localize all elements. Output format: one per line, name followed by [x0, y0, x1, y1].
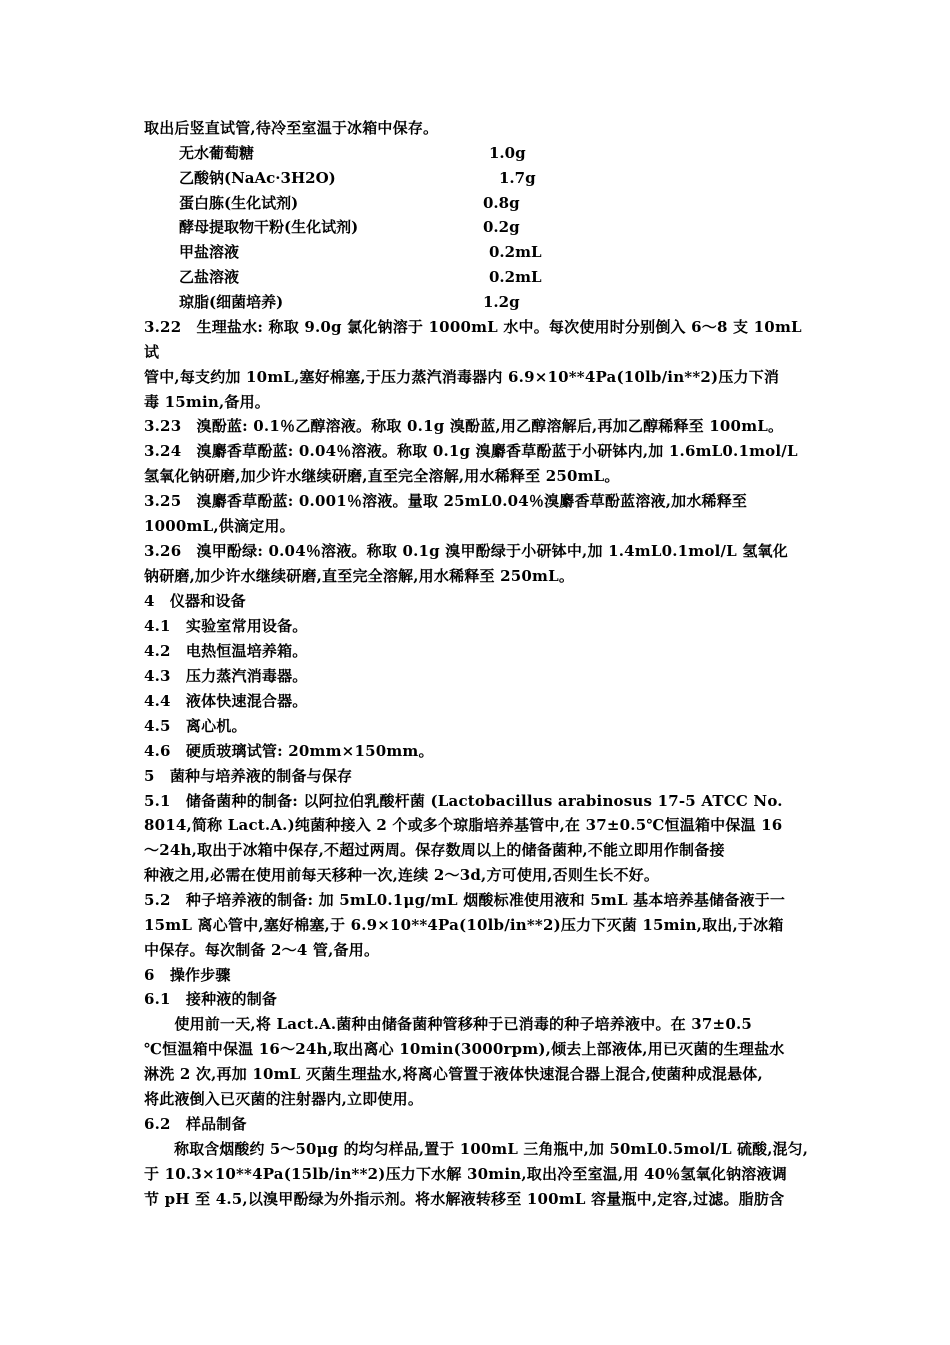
recipe-item-name: 无水葡萄糖: [179, 144, 255, 162]
text-line: 3.22 生理盐水: 称取 9.0g 氯化钠溶于 1000mL 水中。每次使用时分别倒入 6～8 支 10mL: [144, 318, 802, 336]
recipe-item-amount: 0.2g: [483, 218, 520, 236]
text-line: 8014,简称 Lact.A.)纯菌种接入 2 个或多个琼脂培养基管中,在 37±0.5℃恒温箱中保温 16: [144, 816, 783, 834]
text-line: 3.25 溴麝香草酚蓝: 0.001％溶液。量取 25mL0.04％溴麝香草酚蓝溶液,加水稀释至: [144, 492, 748, 510]
text-line: 使用前一天,将 Lact.A.菌种由储备菌种管移种于已消毒的种子培养液中。在 37±0.5: [144, 1015, 753, 1033]
text-line: 5.2 种子培养液的制备: 加 5mL0.1μg/mL 烟酸标准使用液和 5mL 基本培养基储备液于一: [144, 891, 786, 909]
text-line: 钠研磨,加少许水继续研磨,直至完全溶解,用水稀释至 250mL。: [144, 567, 575, 585]
text-line: 淋洗 2 次,再加 10mL 灭菌生理盐水,将离心管置于液体快速混合器上混合,使菌种成混悬体,: [144, 1065, 763, 1083]
text-line: 种液之用,必需在使用前每天移种一次,连续 2～3d,方可使用,否则生长不好。: [144, 866, 660, 884]
text-line: 3.23 溴酚蓝: 0.1％乙醇溶液。称取 0.1g 溴酚蓝,用乙醇溶解后,再加乙醇稀释至 100mL。: [144, 417, 784, 435]
text-line: ℃恒温箱中保温 16～24h,取出离心 10min(3000rpm),倾去上部液体,用已灭菌的生理盐水: [144, 1040, 785, 1058]
text-line: 15mL 离心管中,塞好棉塞,于 6.9×10**4Pa(10lb/in**2)压力下灭菌 15min,取出,于冰箱: [144, 916, 784, 934]
text-line: 4.1 实验室常用设备。: [144, 617, 308, 635]
section-heading: 5 菌种与培养液的制备与保存: [144, 767, 353, 785]
recipe-item-amount: 0.8g: [483, 194, 520, 212]
text-line: 4.4 液体快速混合器。: [144, 692, 308, 710]
recipe-item-amount: 0.2mL: [489, 243, 542, 261]
recipe-item-amount: 1.2g: [483, 293, 520, 311]
text-line: 3.26 溴甲酚绿: 0.04％溶液。称取 0.1g 溴甲酚绿于小研钵中,加 1.4mL0.1mol/L 氢氧化: [144, 542, 788, 560]
recipe-item-amount: 1.7g: [499, 169, 536, 187]
text-line: 称取含烟酸约 5～50μg 的均匀样品,置于 100mL 三角瓶中,加 50mL0.5mol/L 硫酸,混匀,: [144, 1140, 809, 1158]
recipe-item-amount: 1.0g: [489, 144, 526, 162]
text-line: 4.3 压力蒸汽消毒器。: [144, 667, 308, 685]
text-line: 管中,每支约加 10mL,塞好棉塞,于压力蒸汽消毒器内 6.9×10**4Pa(10lb/in**2)压力下消: [144, 368, 780, 386]
text-line: 3.24 溴麝香草酚蓝: 0.04％溶液。称取 0.1g 溴麝香草酚蓝于小研钵内,加 1.6mL0.1mol/L: [144, 442, 798, 460]
text-line: 4.5 离心机。: [144, 717, 247, 735]
text-line: 于 10.3×10**4Pa(15lb/in**2)压力下水解 30min,取出冷至室温,用 40％氢氧化钠溶液调: [144, 1165, 787, 1183]
subsection-heading: 6.1 接种液的制备: [144, 990, 278, 1008]
text-line: ～24h,取出于冰箱中保存,不超过两周。保存数周以上的储备菌种,不能立即用作制备接: [144, 841, 725, 859]
recipe-item-name: 蛋白胨(生化试剂): [179, 194, 299, 212]
text-line: 4.2 电热恒温培养箱。: [144, 642, 308, 660]
recipe-item-name: 酵母提取物干粉(生化试剂): [179, 218, 359, 236]
text-line: 4.6 硬质玻璃试管: 20mm×150mm。: [144, 742, 434, 760]
intro-line: 取出后竖直试管,待冷至室温于冰箱中保存。: [144, 119, 439, 137]
section-heading: 6 操作步骤: [144, 966, 231, 984]
text-line: 中保存。每次制备 2～4 管,备用。: [144, 941, 380, 959]
recipe-item-amount: 0.2mL: [489, 268, 542, 286]
subsection-heading: 6.2 样品制备: [144, 1115, 247, 1133]
text-line: 5.1 储备菌种的制备: 以阿拉伯乳酸杆菌 (Lactobacillus arabinosus 17-5 ATCC No.: [144, 792, 783, 810]
text-line: 将此液倒入已灭菌的注射器内,立即使用。: [144, 1090, 424, 1108]
text-line: 节 pH 至 4.5,以溴甲酚绿为外指示剂。将水解液转移至 100mL 容量瓶中,定容,过滤。脂肪含: [144, 1190, 785, 1208]
recipe-item-name: 琼脂(细菌培养): [179, 293, 284, 311]
text-line: 1000mL,供滴定用。: [144, 517, 295, 535]
recipe-item-name: 乙酸钠(NaAc·3H2O): [179, 169, 336, 187]
text-line: 毒 15min,备用。: [144, 393, 270, 411]
recipe-item-name: 甲盐溶液: [179, 243, 240, 261]
text-line: 试: [144, 343, 160, 361]
recipe-item-name: 乙盐溶液: [179, 268, 240, 286]
section-heading: 4 仪器和设备: [144, 592, 246, 610]
text-line: 氢氧化钠研磨,加少许水继续研磨,直至完全溶解,用水稀释至 250mL。: [144, 467, 620, 485]
